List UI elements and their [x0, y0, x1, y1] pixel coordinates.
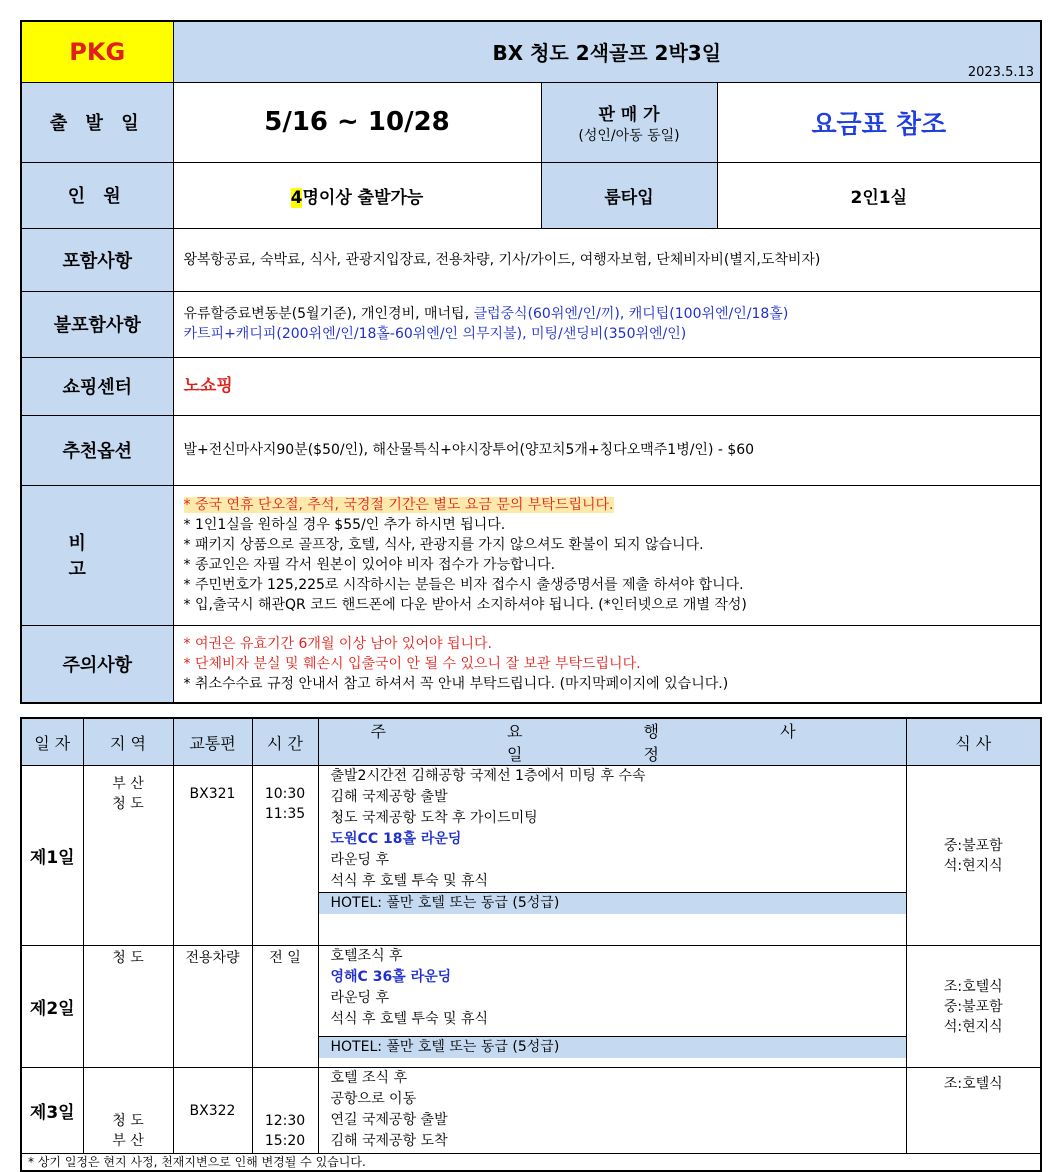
schedule-item-golf: 도원CC 18홀 라운딩: [330, 831, 462, 847]
people-count: 4: [290, 187, 303, 208]
meal-item: 석:현지식: [943, 1018, 1003, 1035]
meal-item: 석:현지식: [943, 857, 1003, 874]
excluded-text-blue-2: 카트피+캐디피(200위엔/인/18홀-60위엔/인 의무지불), 미팅/샌딩비(350위엔/인): [183, 326, 687, 342]
schedule-item: 김해 국제공항 출발: [330, 789, 448, 805]
meal-item: 중:불포함: [943, 837, 1003, 854]
price-label-text: 판 매 가: [598, 104, 660, 125]
meal-item: 조:호텔식: [943, 978, 1003, 995]
departure-label: [21, 82, 173, 162]
schedule-item: 석식 후 호텔 투숙 및 휴식: [330, 1011, 488, 1027]
transport-cell: 전용차량: [173, 946, 252, 1068]
remark-item: [184, 495, 1041, 515]
remark-item: * 패키지 상품으로 골프장, 호텔, 식사, 관광지를 가지 않으셔도 환불이 되지 않습니다.: [183, 537, 704, 553]
price-label: [541, 82, 717, 162]
region-cell: [83, 766, 173, 946]
time-value: 전 일: [269, 950, 301, 966]
time-value: 10:30: [264, 786, 306, 802]
remark-item: * 주민번호가 125,225로 시작하시는 분들은 비자 접수시 출생증명서를 제출 하셔야 합니다.: [183, 577, 744, 593]
schedule-item: 석식 후 호텔 투숙 및 휴식: [330, 873, 488, 889]
schedule-cell: [318, 946, 906, 1068]
transport-cell: BX322: [173, 1068, 252, 1154]
itinerary-row-day1: [21, 766, 1041, 946]
excluded-text-blue-1: 클럽중식(60위엔/인/끼), 캐디팁(100위엔/인/18홀): [473, 306, 789, 322]
col-header-date: 일 자: [21, 718, 83, 766]
departure-value: 5/16 ~ 10/28: [173, 82, 541, 162]
schedule-item: 연길 국제공항 출발: [330, 1112, 448, 1128]
region-name: 부 산: [112, 1133, 144, 1149]
time-value: 15:20: [264, 1133, 306, 1149]
col-header-schedule-text: 주 요 행 사 일 정: [370, 722, 854, 764]
room-value: 2인1실: [717, 162, 1041, 228]
included-label: 포함사항: [21, 228, 173, 291]
meals-cell: [906, 946, 1041, 1068]
remarks-label-text: 비 고: [68, 533, 126, 580]
caution-item: * 여권은 유효기간 6개월 이상 남아 있어야 됩니다.: [183, 635, 492, 652]
caution-list: [173, 625, 1041, 703]
shopping-value: [173, 357, 1041, 415]
caution-item: * 취소수수료 규정 안내서 참고 하셔서 꼭 안내 부탁드립니다. (마지막페이지에 있습니다.): [183, 675, 729, 692]
excluded-label: 불포함사항: [21, 291, 173, 357]
region-cell: [83, 1068, 173, 1154]
price-value: 요금표 참조: [717, 82, 1041, 162]
remark-item: * 1인1실을 원하실 경우 $55/인 추가 하시면 됩니다.: [183, 517, 506, 533]
schedule-cell: [318, 766, 906, 946]
room-label: 룸타입: [541, 162, 717, 228]
title-cell: [173, 21, 1041, 82]
options-value: 발+전신마사지90분($50/인), 해산물특식+야시장투어(양꼬치5개+칭다오맥주1병/인) - $60: [173, 415, 1041, 485]
schedule-cell: [318, 1068, 906, 1154]
page-title: BX 청도 2색골프 2박3일: [492, 41, 722, 66]
itinerary-footnote: * 상기 일정은 현지 사정, 천재지변으로 인해 변경될 수 있습니다.: [21, 1154, 1041, 1172]
remark-item: * 입,출국시 해관QR 코드 핸드폰에 다운 받아서 소지하셔야 됩니다. (*인터넷으로 개별 작성): [183, 597, 747, 613]
col-header-schedule: [318, 718, 906, 766]
schedule-item: 호텔 조식 후: [330, 1070, 408, 1086]
people-label-text: 인 원: [67, 186, 127, 207]
time-value: 12:30: [264, 1113, 306, 1129]
remark-item: * 종교인은 자필 각서 원본이 있어야 비자 접수가 가능합니다.: [183, 557, 556, 573]
day-label: 제1일: [21, 766, 83, 946]
col-header-time: 시 간: [252, 718, 318, 766]
time-value: 11:35: [264, 806, 306, 822]
itinerary-table: [20, 717, 1042, 1172]
itinerary-row-day2: [21, 946, 1041, 1068]
meals-cell: [906, 1068, 1041, 1154]
caution-label: 주의사항: [21, 625, 173, 703]
people-value: [173, 162, 541, 228]
price-label-sub: (성인/아동 동일): [578, 127, 680, 144]
schedule-item: 청도 국제공항 도착 후 가이드미팅: [330, 810, 538, 826]
schedule-item: 라운딩 후: [330, 852, 390, 868]
options-label: 추천옵션: [21, 415, 173, 485]
region-cell: [83, 946, 173, 1068]
region-name: 청 도: [112, 950, 144, 966]
schedule-item: 출발2시간전 김해공항 국제선 1층에서 미팅 후 수속: [330, 768, 646, 784]
schedule-item: 호텔조식 후: [330, 948, 403, 964]
doc-date: 2023.5.13: [967, 64, 1035, 80]
people-label: [21, 162, 173, 228]
remarks-list: [173, 485, 1041, 625]
col-header-meals: 식 사: [906, 718, 1041, 766]
time-cell: [252, 946, 318, 1068]
shopping-value-text: 노쇼핑: [183, 375, 233, 396]
departure-label-text: 출 발 일: [49, 113, 145, 134]
schedule-item: 김해 국제공항 도착: [330, 1133, 448, 1149]
schedule-item: 공항으로 이동: [330, 1091, 417, 1107]
col-header-transport: 교통편: [173, 718, 252, 766]
region-name: 청 도: [112, 796, 144, 812]
meal-item: 중:불포함: [943, 998, 1003, 1015]
day-label: 제2일: [21, 946, 83, 1068]
time-cell: [252, 1068, 318, 1154]
meal-item: 조:호텔식: [943, 1076, 1003, 1092]
schedule-item: 라운딩 후: [330, 990, 390, 1006]
product-info-table: [20, 20, 1042, 704]
col-header-region: 지 역: [83, 718, 173, 766]
itinerary-footnote-row: [21, 1154, 1041, 1172]
itinerary-header: [21, 718, 1041, 766]
transport-cell: BX321: [173, 766, 252, 946]
itinerary-row-day3: [21, 1068, 1041, 1154]
schedule-item-golf: 영해C 36홀 라운딩: [330, 969, 452, 985]
excluded-text-black: 유류할증료변동분(5월기준), 개인경비, 매너팁,: [183, 306, 474, 322]
remark-text: * 중국 연휴 단오절, 추석, 국경절 기간은 별도 요금 문의 부탁드립니다.: [183, 497, 614, 513]
day-label: 제3일: [21, 1068, 83, 1154]
included-value: 왕복항공료, 숙박료, 식사, 관광지입장료, 전용차량, 기사/가이드, 여행자보험, 단체비자비(별지,도착비자): [173, 228, 1041, 291]
hotel-info: HOTEL: 풀만 호텔 또는 동급 (5성급): [319, 892, 906, 914]
remarks-label: [21, 485, 173, 625]
excluded-value: [173, 291, 1041, 357]
people-value-text: 명이상 출발가능: [302, 187, 424, 208]
meals-cell: [906, 766, 1041, 946]
pkg-badge-text: PKG: [69, 37, 126, 66]
shopping-label: 쇼핑센터: [21, 357, 173, 415]
hotel-info: HOTEL: 풀만 호텔 또는 동급 (5성급): [319, 1036, 906, 1058]
region-name: 부 산: [112, 776, 144, 792]
time-cell: [252, 766, 318, 946]
region-name: 청 도: [112, 1113, 144, 1129]
caution-item: * 단체비자 분실 및 훼손시 입출국이 안 될 수 있으니 잘 보관 부탁드립니다.: [183, 655, 641, 672]
pkg-badge: [21, 21, 173, 82]
